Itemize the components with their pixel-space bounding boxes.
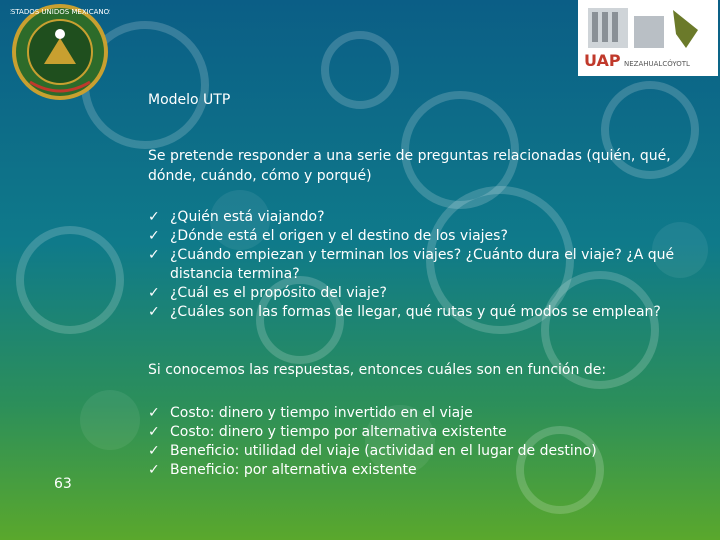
uap-text: UAP bbox=[584, 51, 621, 70]
seal-text: ESTADOS UNIDOS MEXICANOS bbox=[10, 8, 110, 16]
list-item: ✓ ¿Cuándo empiezan y terminan los viajes? ¿Cuánto dura el viaje? ¿A qué distancia termina? bbox=[148, 247, 675, 282]
list-item: ✓ ¿Quién está viajando? bbox=[148, 209, 325, 225]
questions-list bbox=[148, 208, 714, 322]
list-item: ✓ ¿Dónde está el origen y el destino de los viajes? bbox=[148, 228, 508, 244]
check-icon: ✓ bbox=[148, 247, 160, 263]
uap-logo bbox=[578, 0, 718, 76]
check-icon: ✓ bbox=[148, 405, 160, 421]
slide-title: Modelo UTP bbox=[148, 92, 231, 108]
check-icon: ✓ bbox=[148, 209, 160, 225]
intro-text: Se pretende responder a una serie de preguntas relacionadas (quién, qué, dónde, cuándo, cómo y porqué) bbox=[148, 148, 671, 184]
list-item: ✓ ¿Cuáles son las formas de llegar, qué rutas y qué modos se emplean? bbox=[148, 304, 661, 320]
page-number: 63 bbox=[54, 476, 72, 492]
list-item: ✓ Beneficio: por alternativa existente bbox=[148, 462, 417, 478]
factors-list bbox=[148, 404, 714, 480]
check-icon: ✓ bbox=[148, 228, 160, 244]
list-item: ✓ Costo: dinero y tiempo invertido en el viaje bbox=[148, 405, 473, 421]
check-icon: ✓ bbox=[148, 462, 160, 478]
list-item: ✓ Costo: dinero y tiempo por alternativa existente bbox=[148, 424, 507, 440]
list-item: ✓ Beneficio: utilidad del viaje (actividad en el lugar de destino) bbox=[148, 443, 597, 459]
check-icon: ✓ bbox=[148, 443, 160, 459]
subheading: Si conocemos las respuestas, entonces cuáles son en función de: bbox=[148, 362, 607, 378]
list-item: ✓ ¿Cuál es el propósito del viaje? bbox=[148, 285, 387, 301]
check-icon: ✓ bbox=[148, 304, 160, 320]
uap-subtext: NEZAHUALCÓYOTL bbox=[624, 60, 690, 68]
check-icon: ✓ bbox=[148, 424, 160, 440]
mexico-seal-logo bbox=[10, 2, 110, 102]
check-icon: ✓ bbox=[148, 285, 160, 301]
